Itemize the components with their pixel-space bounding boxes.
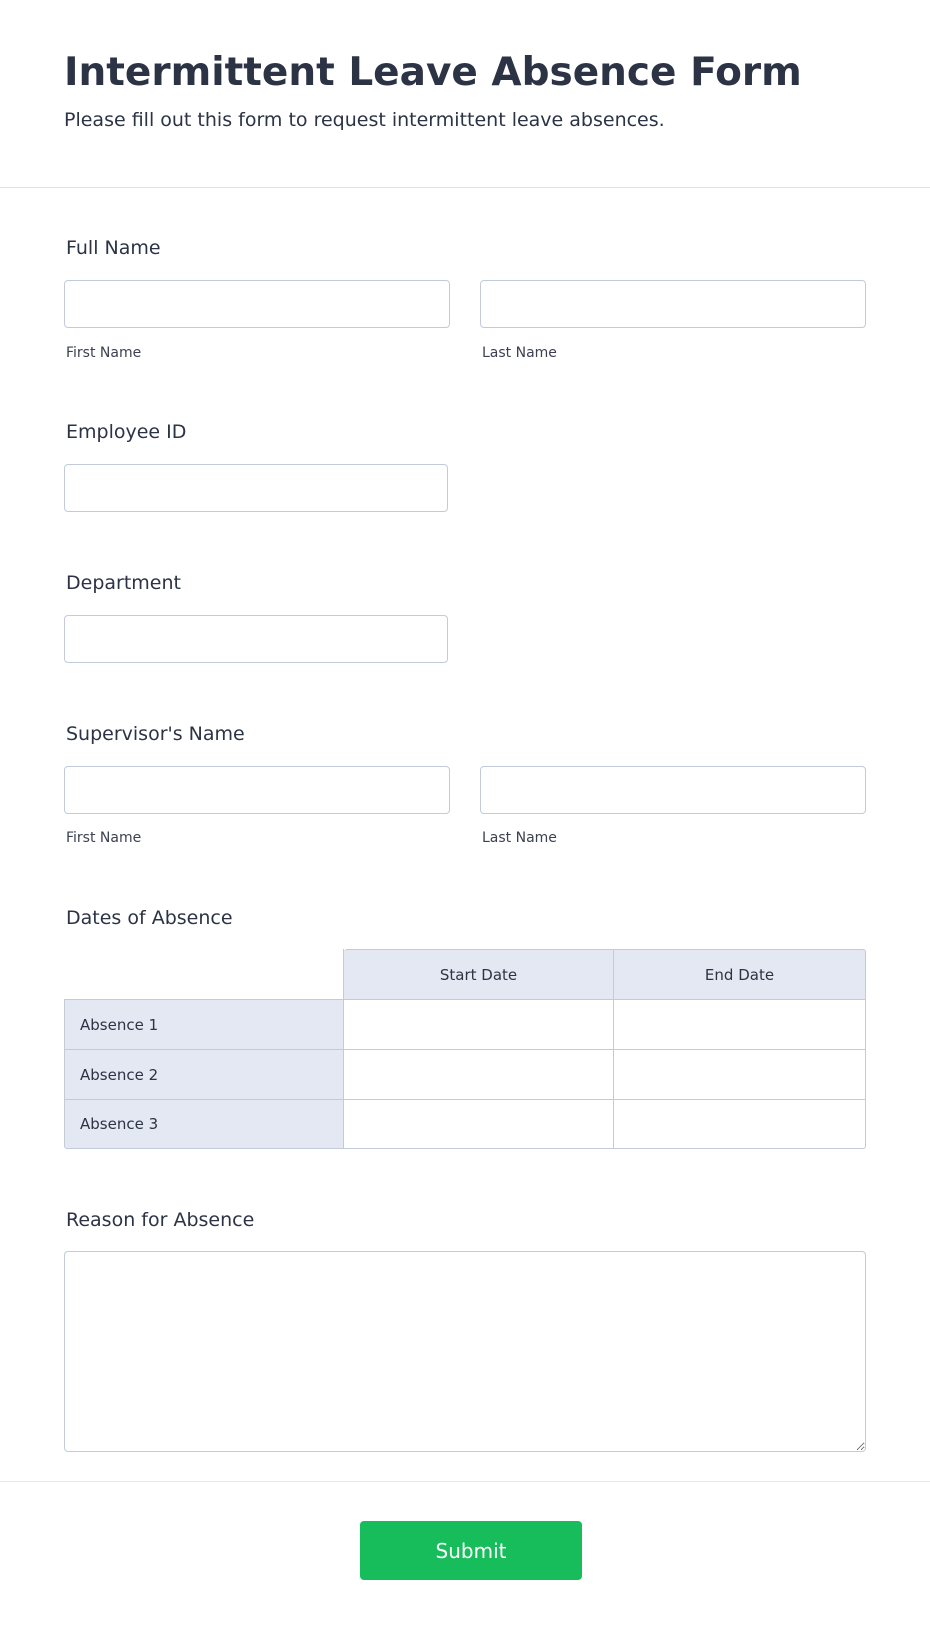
supervisor-last-sublabel: Last Name — [482, 830, 557, 846]
employee-id-input[interactable] — [64, 464, 448, 512]
absence-1-end-date-input[interactable] — [615, 1000, 868, 1049]
employee-id-label: Employee ID — [66, 421, 187, 443]
reason-label: Reason for Absence — [66, 1209, 255, 1231]
form-header — [0, 0, 930, 188]
absence-1-start-date-cell[interactable] — [344, 999, 614, 1049]
absence-3-start-date-input[interactable] — [345, 1100, 616, 1148]
supervisor-last-input[interactable] — [480, 766, 866, 814]
footer-divider — [0, 1481, 930, 1482]
full-name-last-sublabel: Last Name — [482, 345, 557, 361]
supervisor-first-sublabel: First Name — [66, 830, 142, 846]
full-name-first-sublabel: First Name — [66, 345, 142, 361]
dates-of-absence-matrix — [64, 949, 866, 1149]
dates-of-absence-label: Dates of Absence — [66, 907, 233, 929]
matrix-row-header: Absence 2 — [64, 1049, 344, 1099]
department-input[interactable] — [64, 615, 448, 663]
submit-button[interactable]: Submit — [360, 1521, 582, 1580]
department-label: Department — [66, 572, 181, 594]
reason-textarea[interactable] — [64, 1251, 866, 1452]
absence-3-start-date-cell[interactable] — [344, 1099, 614, 1149]
page-title: Intermittent Leave Absence Form — [64, 50, 802, 95]
page-subtitle: Please fill out this form to request intermittent leave absences. — [64, 109, 665, 131]
absence-2-start-date-input[interactable] — [345, 1050, 616, 1099]
matrix-row — [64, 1099, 866, 1149]
matrix-corner — [64, 949, 344, 999]
absence-1-start-date-input[interactable] — [345, 1000, 616, 1049]
full-name-first-input[interactable] — [64, 280, 450, 328]
matrix-row — [64, 999, 866, 1049]
matrix-row-header: Absence 1 — [64, 999, 344, 1049]
full-name-last-input[interactable] — [480, 280, 866, 328]
supervisor-name-label: Supervisor's Name — [66, 723, 245, 745]
absence-3-end-date-cell[interactable] — [614, 1099, 866, 1149]
absence-2-end-date-cell[interactable] — [614, 1049, 866, 1099]
matrix-column-header: End Date — [614, 949, 866, 999]
supervisor-first-input[interactable] — [64, 766, 450, 814]
absence-1-end-date-cell[interactable] — [614, 999, 866, 1049]
matrix-column-header: Start Date — [344, 949, 614, 999]
absence-3-end-date-input[interactable] — [615, 1100, 868, 1148]
absence-2-end-date-input[interactable] — [615, 1050, 868, 1099]
absence-2-start-date-cell[interactable] — [344, 1049, 614, 1099]
matrix-row — [64, 1049, 866, 1099]
matrix-row-header: Absence 3 — [64, 1099, 344, 1149]
full-name-label: Full Name — [66, 237, 161, 259]
